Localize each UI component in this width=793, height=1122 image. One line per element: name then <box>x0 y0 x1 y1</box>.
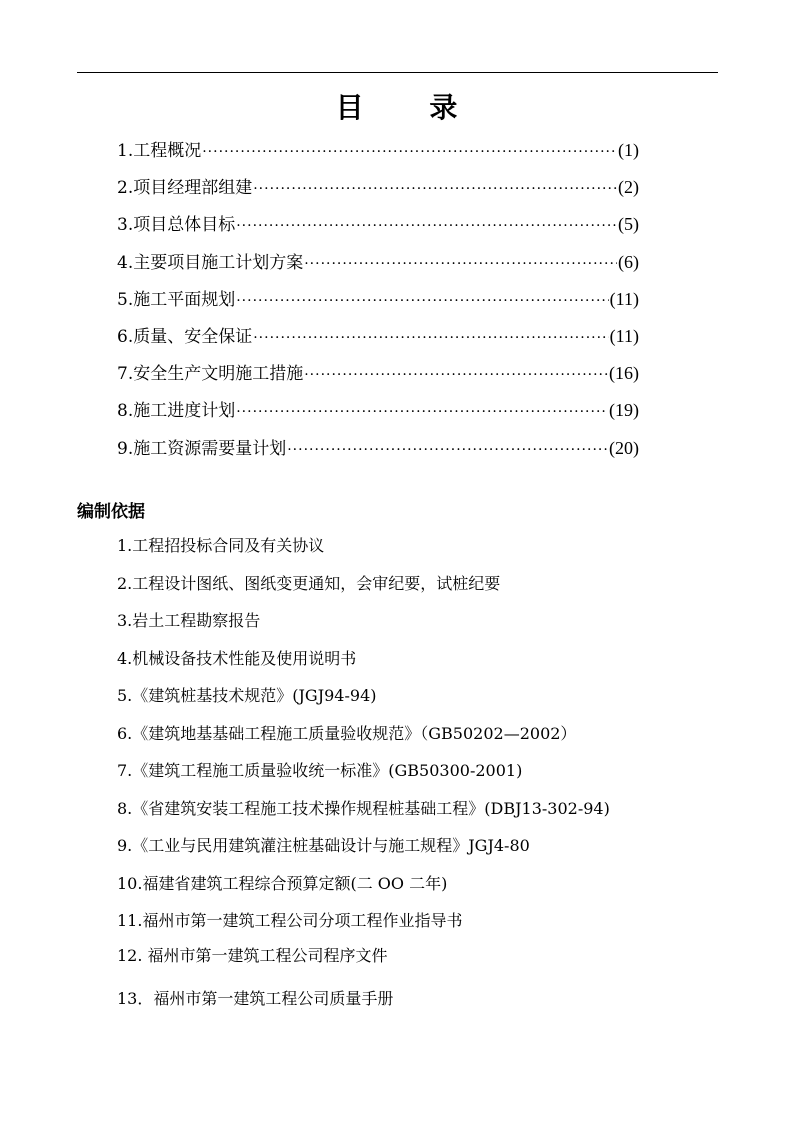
basis-item: 7.《建筑工程施工质量验收统一标准》(GB50300-2001) <box>117 761 523 780</box>
toc-page-number: (5) <box>618 214 639 235</box>
toc-page-number: (19) <box>609 400 639 421</box>
toc-label: 8.施工进度计划 <box>117 401 236 422</box>
toc-label: 9.施工资源需要量计划 <box>117 438 287 459</box>
toc-label: 2.项目经理部组建 <box>117 178 253 199</box>
basis-item: 4.机械设备技术性能及使用说明书 <box>117 648 357 668</box>
toc-entry[interactable] <box>117 322 639 359</box>
toc-entry[interactable] <box>117 359 639 396</box>
toc-label: 6.质量、安全保证 <box>117 326 253 347</box>
basis-item: 2.工程设计图纸、图纸变更通知，会审纪要，试桩纪要 <box>117 573 501 593</box>
basis-item: 13．福州市第一建筑工程公司质量手册 <box>117 988 394 1008</box>
basis-item: 11.福州市第一建筑工程公司分项工程作业指导书 <box>117 911 463 930</box>
basis-item: 10.福建省建筑工程综合预算定额(二 OO 二年) <box>117 873 448 893</box>
toc-label: 7.安全生产文明施工措施 <box>117 364 304 385</box>
toc-entry[interactable] <box>117 285 639 322</box>
toc-leader-dots <box>253 181 617 197</box>
toc-entry[interactable] <box>117 434 639 471</box>
toc-leader-dots <box>236 404 608 420</box>
toc-leader-dots <box>304 256 617 272</box>
basis-item: 8.《省建筑安装工程施工技术操作规程桩基础工程》(DBJ13-302-94) <box>117 798 610 818</box>
toc-leader-dots <box>304 367 608 383</box>
toc-leader-dots <box>287 442 608 458</box>
toc-leader-dots <box>253 330 608 346</box>
toc-page-number: (11) <box>609 288 639 309</box>
basis-heading: 编制依据 <box>77 502 145 522</box>
toc-label: 4.主要项目施工计划方案 <box>117 252 304 273</box>
toc-page-number: (1) <box>618 140 639 160</box>
toc-entry[interactable] <box>117 210 639 247</box>
toc-entry[interactable] <box>117 248 639 285</box>
toc-leader-dots <box>236 218 617 234</box>
header-rule <box>77 72 718 73</box>
toc-page-number: (6) <box>618 251 639 272</box>
basis-item: 1.工程招投标合同及有关协议 <box>117 536 325 555</box>
toc-page-number: (11) <box>609 325 639 346</box>
toc-entry[interactable] <box>117 173 639 210</box>
toc-label: 3.项目总体目标 <box>117 215 236 236</box>
toc-leader-dots <box>202 144 617 160</box>
toc-page-number: (16) <box>609 363 639 384</box>
toc-page-number: (20) <box>609 437 639 458</box>
toc-entry[interactable] <box>117 396 639 433</box>
table-of-contents <box>117 136 639 471</box>
toc-entry[interactable] <box>117 136 639 173</box>
page-title: 目 录 <box>335 91 486 124</box>
basis-item: 12. 福州市第一建筑工程公司程序文件 <box>117 945 388 965</box>
toc-label: 1.工程概况 <box>117 141 202 161</box>
basis-item: 6.《建筑地基基础工程施工质量验收规范》（GB50202—2002） <box>117 723 577 743</box>
basis-item: 5.《建筑桩基技术规范》(JGJ94-94) <box>117 686 377 705</box>
basis-item: 3.岩土工程勘察报告 <box>117 611 261 630</box>
toc-page-number: (2) <box>618 177 639 198</box>
basis-list <box>117 533 610 1023</box>
toc-label: 5.施工平面规划 <box>117 289 236 310</box>
toc-leader-dots <box>236 293 608 309</box>
basis-item: 9.《工业与民用建筑灌注桩基础设计与施工规程》JGJ4-80 <box>117 836 530 855</box>
